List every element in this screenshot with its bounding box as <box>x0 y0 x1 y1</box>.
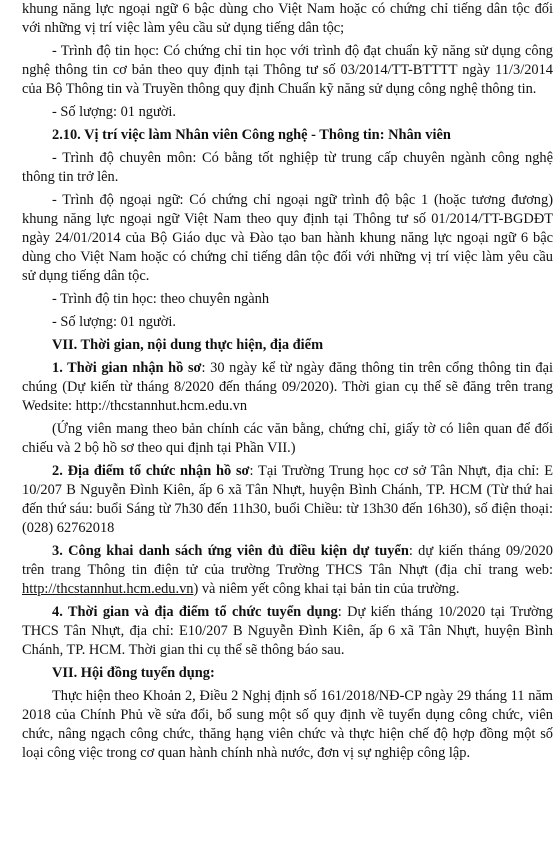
item-body-publish-list-end: ) và niêm yết công khai tại bản tin của trường. <box>193 581 460 597</box>
section-heading-vii-time: VII. Thời gian, nội dung thực hiện, địa điểm <box>52 337 324 353</box>
paragraph-foreign-language: - Trình độ ngoại ngữ: Có chứng chỉ ngoại ngữ trình độ bậc 1 (hoặc tương đương) khung năng lực ngoại ngữ Việt Nam theo quy định tại Thông tư số 01/2014/TT-BGDĐT ngày 24/01/2014 của Bộ Giáo dục và Đào tạo ban hành khung năng lực ngoại ngữ 6 bậc dùng cho Việt Nam hoặc có chứng chỉ tiếng dân tộc đối với những vị trí việc làm yêu cầu sử dụng tiếng dân tộc. <box>22 192 553 284</box>
paragraph-receive-place <box>22 462 553 538</box>
paragraph-council: Thực hiện theo Khoản 2, Điều 2 Nghị định số 161/2018/NĐ-CP ngày 29 tháng 11 năm 2018 của Chính Phủ về sửa đổi, bổ sung một số quy định về tuyển dụng công chức, viên chức, nâng ngạch công chức, thăng hạng viên chức và thực hiện chế độ hợp đồng một số loại công việc trong cơ quan hành chính nhà nước, đơn vị sự nghiệp công lập. <box>22 688 553 761</box>
item-body-recruitment-time: : Dự kiến tháng 10/2020 tại Trường THCS Tân Nhựt, địa chỉ: E10/207 B Nguyễn Đình Kiên, ấp 6 xã Tân Nhựt, huyện Bình Chánh, TP. HCM. Thời gian thi cụ thể sẽ thông báo sau. <box>22 604 553 658</box>
paragraph-it-skill: - Trình độ tin học: Có chứng chỉ tin học với trình độ đạt chuẩn kỹ năng sử dụng công nghệ thông tin cơ bản theo quy định tại Thông tư số 03/2014/TT-BTTTT ngày 11/3/2014 của Bộ Thông tin và Truyền thông quy định Chuẩn kỹ năng sử dụng công nghệ thông tin. <box>22 43 553 97</box>
paragraph-foreign-language-cont: khung năng lực ngoại ngữ 6 bậc dùng cho Việt Nam hoặc có chứng chỉ tiếng dân tộc đối với những vị trí việc làm yêu cầu sử dụng tiếng dân tộc; <box>22 1 553 36</box>
paragraph-professional-level: - Trình độ chuyên môn: Có bằng tốt nghiệp từ trung cấp chuyên ngành công nghệ thông tin trở lên. <box>22 150 553 185</box>
paragraph-candidate-note: (Ứng viên mang theo bản chính các văn bằng, chứng chỉ, giấy tờ có liên quan để đối chiếu và 2 bộ hồ sơ theo qui định tại Phần VII.) <box>22 421 553 456</box>
paragraph-quantity-2: - Số lượng: 01 người. <box>52 314 176 330</box>
item-title-recruitment-time: 4. Thời gian và địa điểm tổ chức tuyển dụng <box>52 604 338 620</box>
paragraph-it-level: - Trình độ tin học: theo chuyên ngành <box>52 291 270 307</box>
item-body-receive-time: : 30 ngày kể từ ngày đăng thông tin trên cổng thông tin đại chúng (Dự kiến từ tháng 8/2020 đến tháng 09/2020). Thời gian cụ thể sẽ đăng trên trang Wedsite: http://thcstannhut.hcm.edu.vn <box>22 360 553 414</box>
item-body-receive-place: : Tại Trường Trung học cơ sở Tân Nhựt, địa chỉ: E 10/207 B Nguyễn Đình Kiên, ấp 6 xã Tân Nhựt, huyện Bình Chánh, TP. HCM (Từ thứ hai đến thứ sáu: buổi Sáng từ 7h30 đến 11h30, buổi Chiều: từ 13h30 đến 16h30), số điện thoại: (028) 62762018 <box>22 463 553 536</box>
section-heading-2-10: 2.10. Vị trí việc làm Nhân viên Công nghệ - Thông tin: Nhân viên <box>52 127 451 143</box>
paragraph-recruitment-time <box>22 603 553 660</box>
item-title-publish-list: 3. Công khai danh sách ứng viên đủ điều kiện dự tuyển <box>52 543 409 559</box>
paragraph-publish-list <box>22 542 553 599</box>
item-title-receive-time: 1. Thời gian nhận hồ sơ <box>52 360 202 376</box>
website-link[interactable]: http://thcstannhut.hcm.edu.vn <box>22 581 194 597</box>
paragraph-quantity-1: - Số lượng: 01 người. <box>52 104 176 120</box>
section-heading-vii-council: VII. Hội đồng tuyển dụng: <box>52 665 215 681</box>
item-title-receive-place: 2. Địa điểm tổ chức nhận hồ sơ <box>52 463 250 479</box>
paragraph-receive-time <box>22 359 553 416</box>
item-body-publish-list: : dự kiến tháng 09/2020 trên trang Thông tin điện tử của trường Trường THCS Tân Nhựt (địa chỉ trang web: <box>22 543 553 578</box>
